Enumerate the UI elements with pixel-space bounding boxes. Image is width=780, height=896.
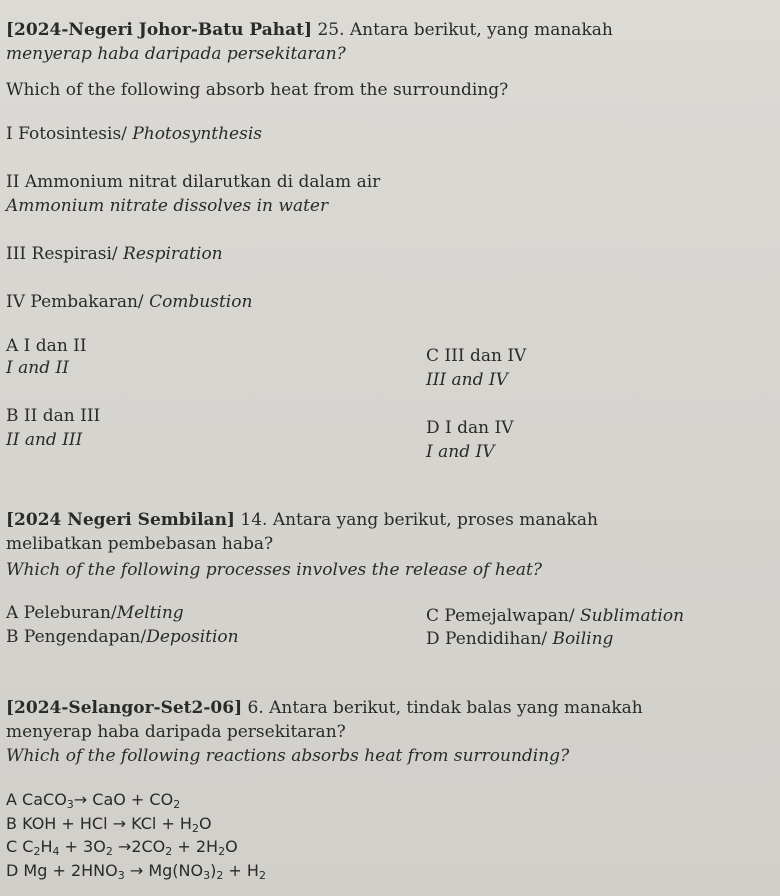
q2-stem-en: Which of the following processes involves the release of heat? [6,560,542,580]
q3-option-d-letter: D [6,861,19,880]
q1-item-1-ms: I Fotosintesis/ [6,124,127,144]
q1-header [6,20,613,40]
q2-stem-ms2: melibatkan pembebasan haba? [6,534,274,554]
q1-item-3-ms: III Respirasi/ [6,244,118,264]
q1-item-4-ms: IV Pembakaran/ [6,292,144,312]
q2-option-b-en: Deposition [146,627,239,647]
q1-item-4-en: Combustion [149,292,253,312]
q3-option-b-letter: B [6,814,17,833]
q3-stem-en: Which of the following reactions absorbs heat from surrounding? [6,746,570,766]
q1-item-1 [6,124,262,144]
q2-option-a[interactable] [6,603,184,623]
q3-stem-ms2: menyerap haba daripada persekitaran? [6,722,346,742]
q2-option-b-ms: B Pengendapan/ [6,627,147,647]
q1-item-3 [6,244,223,264]
q2-option-d-ms: D Pendidihan/ [426,629,548,649]
q3-option-a[interactable]: A CaCO$_3$→ CaO + $CO_2$ [6,790,181,811]
q3-option-b[interactable]: B KOH + HCl → KCl + $H_2O$ [6,814,212,835]
q1-option-c-ms[interactable]: C III dan IV [426,346,527,366]
q2-option-c-en: Sublimation [579,606,685,626]
q3-option-c-letter: C [6,837,18,856]
q1-option-d-en: I and IV [426,442,495,462]
q1-tag: [2024-Negeri Johor-Batu Pahat] [6,20,313,40]
q2-tag: [2024 Negeri Sembilan] [6,510,235,530]
q1-stem-ms: 25. Antara berikut, yang manakah [317,20,613,40]
q2-option-d-en: Boiling [552,629,614,649]
q2-header [6,510,598,530]
q2-option-c[interactable] [426,606,684,626]
q3-option-a-letter: A [6,790,17,809]
q1-option-c-en: III and IV [426,370,508,390]
q1-stem-ms2: menyerap haba daripada persekitaran? [6,44,346,64]
q1-item-1-en: Photosynthesis [132,124,263,144]
q1-option-a-en: I and II [6,358,69,378]
q1-item-3-en: Respiration [123,244,223,264]
q1-stem-en: Which of the following absorb heat from the surrounding? [6,80,509,100]
q1-item-2-ms: II Ammonium nitrat dilarutkan di dalam air [6,172,381,192]
q1-item-4 [6,292,252,312]
q3-tag: [2024-Selangor-Set2-06] [6,698,243,718]
q2-option-b[interactable] [6,627,239,647]
q1-item-2-en: Ammonium nitrate dissolves in water [6,196,329,216]
q1-option-b-en: II and III [6,430,83,450]
q2-stem-ms: 14. Antara yang berikut, proses manakah [240,510,598,530]
q1-option-b-ms[interactable]: B II dan III [6,406,101,426]
q1-option-a-ms[interactable]: A I dan II [6,336,87,356]
q2-option-d[interactable] [426,629,613,649]
q3-header [6,698,643,718]
q1-option-d-ms[interactable]: D I dan IV [426,418,514,438]
q2-option-a-ms: A Peleburan/ [6,603,117,623]
q3-stem-ms: 6. Antara berikut, tindak balas yang manakah [247,698,643,718]
q2-option-c-ms: C Pemejalwapan/ [426,606,575,626]
q3-option-d[interactable]: D $Mg + 2HNO_3 \to Mg(NO_3)_2 + H_2$ [6,861,266,882]
q2-option-a-en: Melting [116,603,184,623]
q3-option-c[interactable]: C $C_2H_4 + 3O_2 \to 2CO_2 + 2H_2O$ [6,837,238,858]
